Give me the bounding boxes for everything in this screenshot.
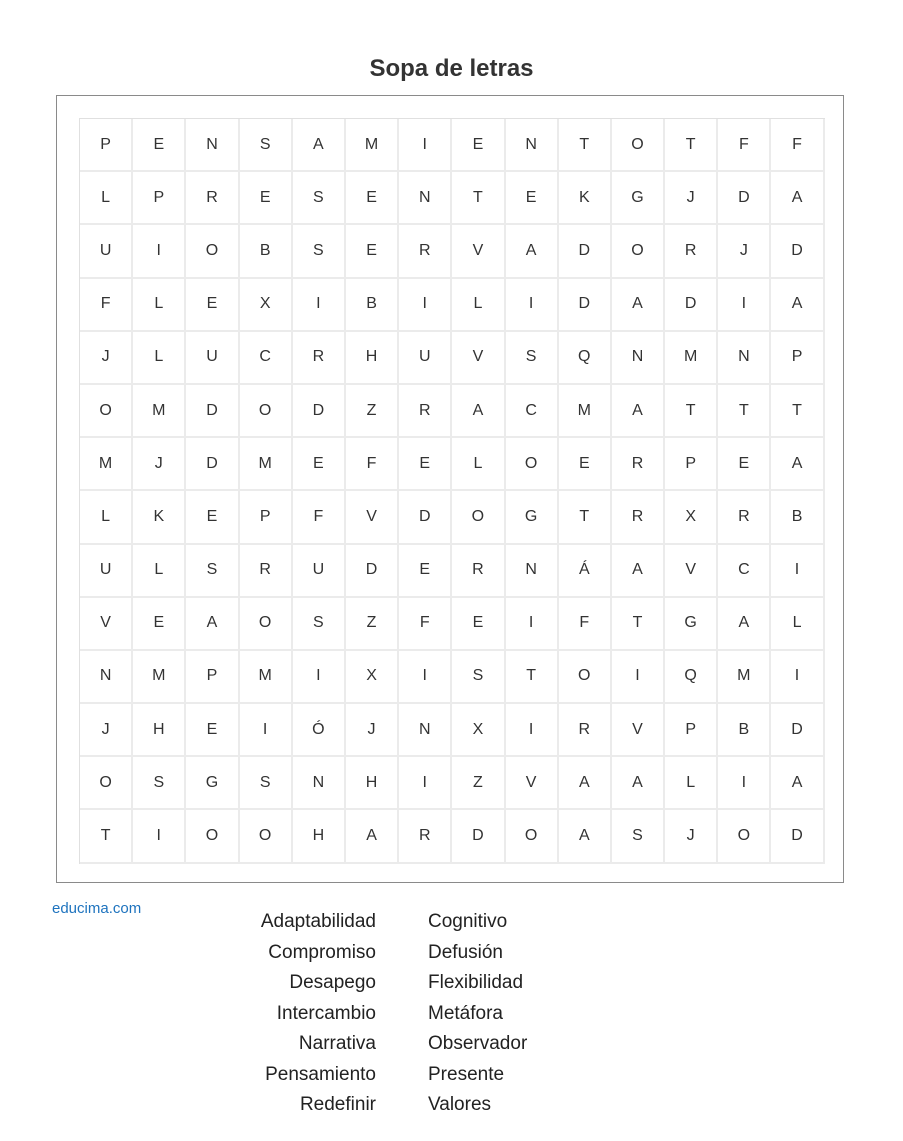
- grid-cell[interactable]: E: [186, 491, 239, 544]
- grid-cell[interactable]: O: [612, 225, 665, 278]
- grid-cell[interactable]: D: [771, 225, 824, 278]
- grid-cell[interactable]: I: [718, 279, 771, 332]
- word-item: Adaptabilidad: [260, 911, 376, 932]
- grid-cell[interactable]: A: [293, 119, 346, 172]
- grid-cell[interactable]: D: [718, 172, 771, 225]
- grid-cell[interactable]: A: [771, 757, 824, 810]
- page-title: Sopa de letras: [369, 55, 534, 82]
- grid-cell[interactable]: F: [559, 598, 612, 651]
- grid-cell[interactable]: V: [80, 598, 133, 651]
- grid-cell[interactable]: J: [718, 225, 771, 278]
- grid-cell[interactable]: C: [240, 332, 293, 385]
- grid-cell[interactable]: X: [240, 279, 293, 332]
- word-item: Presente: [428, 1063, 505, 1085]
- grid-cell[interactable]: B: [346, 279, 399, 332]
- grid-cell[interactable]: M: [240, 651, 293, 704]
- grid-cell[interactable]: L: [452, 438, 505, 491]
- grid-cell[interactable]: A: [771, 438, 824, 491]
- grid-cell[interactable]: N: [506, 545, 559, 598]
- grid-cell[interactable]: I: [506, 704, 559, 757]
- grid-cell[interactable]: P: [771, 332, 824, 385]
- grid-cell[interactable]: J: [346, 704, 399, 757]
- grid-cell[interactable]: L: [80, 172, 133, 225]
- grid-cell[interactable]: O: [186, 225, 239, 278]
- grid-cell[interactable]: B: [240, 225, 293, 278]
- grid-cell[interactable]: E: [399, 438, 452, 491]
- grid-cell[interactable]: A: [612, 279, 665, 332]
- grid-cell[interactable]: R: [240, 545, 293, 598]
- grid-cell[interactable]: S: [240, 119, 293, 172]
- grid-cell[interactable]: L: [133, 545, 186, 598]
- grid-cell[interactable]: L: [80, 491, 133, 544]
- grid-cell[interactable]: D: [771, 704, 824, 757]
- grid-cell[interactable]: R: [665, 225, 718, 278]
- grid-cell[interactable]: U: [80, 225, 133, 278]
- grid-cell[interactable]: A: [559, 810, 612, 863]
- grid-cell[interactable]: Á: [559, 545, 612, 598]
- grid-cell[interactable]: I: [133, 810, 186, 863]
- grid-cell[interactable]: S: [612, 810, 665, 863]
- grid-cell[interactable]: R: [718, 491, 771, 544]
- grid-cell[interactable]: I: [399, 757, 452, 810]
- word-item: Narrativa: [298, 1033, 376, 1054]
- grid-cell[interactable]: N: [399, 172, 452, 225]
- grid-cell[interactable]: F: [346, 438, 399, 491]
- grid-cell[interactable]: O: [80, 385, 133, 438]
- grid-cell[interactable]: L: [771, 598, 824, 651]
- grid-cell[interactable]: D: [399, 491, 452, 544]
- grid-cell[interactable]: O: [452, 491, 505, 544]
- grid-cell[interactable]: P: [240, 491, 293, 544]
- grid-cell[interactable]: G: [665, 598, 718, 651]
- grid-cell[interactable]: B: [771, 491, 824, 544]
- grid-cell[interactable]: H: [133, 704, 186, 757]
- grid-cell[interactable]: I: [612, 651, 665, 704]
- grid-cell[interactable]: M: [665, 332, 718, 385]
- grid-cell[interactable]: E: [293, 438, 346, 491]
- word-item: Compromiso: [268, 941, 376, 963]
- grid-cell[interactable]: M: [240, 438, 293, 491]
- grid-cell[interactable]: F: [293, 491, 346, 544]
- grid-cell[interactable]: A: [612, 757, 665, 810]
- grid-cell[interactable]: R: [293, 332, 346, 385]
- grid-cell[interactable]: U: [399, 332, 452, 385]
- grid-cell[interactable]: D: [293, 385, 346, 438]
- grid-cell[interactable]: U: [80, 545, 133, 598]
- grid-cell[interactable]: S: [506, 332, 559, 385]
- grid-cell[interactable]: C: [718, 545, 771, 598]
- grid-cell[interactable]: I: [718, 757, 771, 810]
- grid-cell[interactable]: R: [559, 704, 612, 757]
- grid-cell[interactable]: B: [718, 704, 771, 757]
- grid-cell[interactable]: P: [80, 119, 133, 172]
- word-item: Metáfora: [428, 1002, 503, 1024]
- grid-cell[interactable]: M: [559, 385, 612, 438]
- grid-cell[interactable]: R: [399, 385, 452, 438]
- grid-cell[interactable]: O: [559, 651, 612, 704]
- grid-cell[interactable]: F: [718, 119, 771, 172]
- grid-cell[interactable]: A: [771, 172, 824, 225]
- grid-cell[interactable]: A: [718, 598, 771, 651]
- grid-cell[interactable]: R: [186, 172, 239, 225]
- grid-cell[interactable]: P: [133, 172, 186, 225]
- grid-cell[interactable]: O: [186, 810, 239, 863]
- grid-cell[interactable]: I: [506, 598, 559, 651]
- grid-cell[interactable]: O: [240, 385, 293, 438]
- grid-cell[interactable]: G: [186, 757, 239, 810]
- grid-cell[interactable]: V: [506, 757, 559, 810]
- grid-cell[interactable]: D: [559, 279, 612, 332]
- grid-cell[interactable]: T: [718, 385, 771, 438]
- grid-cell[interactable]: J: [133, 438, 186, 491]
- grid-cell[interactable]: R: [612, 491, 665, 544]
- grid-cell[interactable]: Z: [452, 757, 505, 810]
- grid-cell[interactable]: D: [665, 279, 718, 332]
- grid-cell[interactable]: E: [399, 545, 452, 598]
- grid-cell[interactable]: S: [293, 172, 346, 225]
- grid-cell[interactable]: T: [612, 598, 665, 651]
- word-item: Observador: [428, 1033, 528, 1054]
- grid-cell[interactable]: E: [346, 225, 399, 278]
- grid-cell[interactable]: M: [133, 385, 186, 438]
- brand-link[interactable]: educima.com: [52, 900, 142, 917]
- grid-cell[interactable]: H: [293, 810, 346, 863]
- grid-cell[interactable]: N: [506, 119, 559, 172]
- grid-cell[interactable]: I: [399, 119, 452, 172]
- grid-cell[interactable]: U: [186, 332, 239, 385]
- word-item: Pensamiento: [265, 1063, 376, 1085]
- word-item: Intercambio: [276, 1002, 376, 1024]
- grid-cell[interactable]: L: [133, 279, 186, 332]
- grid-cell[interactable]: V: [452, 332, 505, 385]
- grid-cell[interactable]: N: [718, 332, 771, 385]
- word-item: Cognitivo: [428, 911, 508, 932]
- grid-cell[interactable]: E: [452, 119, 505, 172]
- grid-cell[interactable]: O: [506, 810, 559, 863]
- grid-cell[interactable]: V: [346, 491, 399, 544]
- grid-cell[interactable]: T: [452, 172, 505, 225]
- grid-cell[interactable]: D: [771, 810, 824, 863]
- grid-cell[interactable]: V: [612, 704, 665, 757]
- grid-cell[interactable]: E: [506, 172, 559, 225]
- grid-cell[interactable]: J: [665, 172, 718, 225]
- grid-cell[interactable]: A: [346, 810, 399, 863]
- grid-cell[interactable]: O: [612, 119, 665, 172]
- grid-cell[interactable]: Q: [665, 651, 718, 704]
- grid-cell[interactable]: T: [80, 810, 133, 863]
- grid-cell[interactable]: L: [665, 757, 718, 810]
- grid-cell[interactable]: M: [133, 651, 186, 704]
- grid-cell[interactable]: L: [452, 279, 505, 332]
- grid-cell[interactable]: D: [186, 385, 239, 438]
- letter-grid: [79, 118, 825, 864]
- grid-cell[interactable]: O: [718, 810, 771, 863]
- grid-cell[interactable]: E: [718, 438, 771, 491]
- grid-cell[interactable]: N: [80, 651, 133, 704]
- word-list-left: [200, 907, 376, 1121]
- grid-cell[interactable]: T: [559, 119, 612, 172]
- grid-cell[interactable]: Z: [346, 385, 399, 438]
- grid-cell[interactable]: E: [240, 172, 293, 225]
- grid-cell[interactable]: H: [346, 757, 399, 810]
- grid-cell[interactable]: P: [665, 704, 718, 757]
- grid-cell[interactable]: J: [80, 704, 133, 757]
- grid-cell[interactable]: F: [399, 598, 452, 651]
- grid-cell[interactable]: P: [186, 651, 239, 704]
- grid-cell[interactable]: E: [452, 598, 505, 651]
- grid-cell[interactable]: O: [240, 810, 293, 863]
- grid-cell[interactable]: X: [452, 704, 505, 757]
- word-item: Valores: [428, 1094, 492, 1115]
- grid-cell[interactable]: E: [186, 279, 239, 332]
- grid-cell[interactable]: D: [452, 810, 505, 863]
- grid-cell[interactable]: S: [240, 757, 293, 810]
- grid-cell[interactable]: O: [240, 598, 293, 651]
- grid-cell[interactable]: S: [133, 757, 186, 810]
- grid-cell[interactable]: M: [80, 438, 133, 491]
- grid-cell[interactable]: A: [506, 225, 559, 278]
- grid-cell[interactable]: A: [186, 598, 239, 651]
- grid-cell[interactable]: I: [771, 651, 824, 704]
- word-item: Defusión: [428, 941, 503, 963]
- grid-cell[interactable]: M: [718, 651, 771, 704]
- grid-cell[interactable]: K: [559, 172, 612, 225]
- grid-cell[interactable]: K: [133, 491, 186, 544]
- grid-cell[interactable]: Q: [559, 332, 612, 385]
- grid-cell[interactable]: A: [559, 757, 612, 810]
- grid-cell[interactable]: I: [399, 651, 452, 704]
- word-item: Redefinir: [299, 1094, 376, 1115]
- puzzle-frame: [56, 95, 844, 883]
- grid-cell[interactable]: V: [452, 225, 505, 278]
- grid-cell[interactable]: E: [133, 119, 186, 172]
- grid-cell[interactable]: I: [293, 279, 346, 332]
- grid-cell[interactable]: O: [80, 757, 133, 810]
- grid-cell[interactable]: X: [346, 651, 399, 704]
- grid-cell[interactable]: E: [186, 704, 239, 757]
- word-list-right: [428, 907, 628, 1121]
- grid-cell[interactable]: I: [133, 225, 186, 278]
- grid-cell[interactable]: D: [559, 225, 612, 278]
- grid-cell[interactable]: Z: [346, 598, 399, 651]
- grid-cell[interactable]: R: [612, 438, 665, 491]
- grid-cell[interactable]: A: [612, 385, 665, 438]
- grid-cell[interactable]: I: [399, 279, 452, 332]
- grid-cell[interactable]: I: [240, 704, 293, 757]
- grid-cell[interactable]: C: [506, 385, 559, 438]
- grid-cell[interactable]: J: [80, 332, 133, 385]
- grid-cell[interactable]: F: [80, 279, 133, 332]
- grid-cell[interactable]: O: [506, 438, 559, 491]
- grid-cell[interactable]: T: [506, 651, 559, 704]
- grid-cell[interactable]: I: [293, 651, 346, 704]
- grid-cell[interactable]: T: [665, 119, 718, 172]
- grid-cell[interactable]: T: [559, 491, 612, 544]
- grid-cell[interactable]: N: [399, 704, 452, 757]
- grid-cell[interactable]: I: [506, 279, 559, 332]
- grid-cell[interactable]: U: [293, 545, 346, 598]
- grid-cell[interactable]: T: [665, 385, 718, 438]
- grid-cell[interactable]: S: [452, 651, 505, 704]
- grid-cell[interactable]: S: [293, 225, 346, 278]
- grid-cell[interactable]: I: [771, 545, 824, 598]
- grid-cell[interactable]: E: [346, 172, 399, 225]
- grid-cell[interactable]: F: [771, 119, 824, 172]
- grid-cell[interactable]: H: [346, 332, 399, 385]
- grid-cell[interactable]: A: [452, 385, 505, 438]
- grid-cell[interactable]: A: [612, 545, 665, 598]
- grid-cell[interactable]: S: [186, 545, 239, 598]
- grid-cell[interactable]: N: [293, 757, 346, 810]
- grid-cell[interactable]: N: [186, 119, 239, 172]
- grid-cell[interactable]: G: [612, 172, 665, 225]
- grid-cell[interactable]: D: [186, 438, 239, 491]
- grid-cell[interactable]: R: [452, 545, 505, 598]
- grid-cell[interactable]: T: [771, 385, 824, 438]
- grid-cell[interactable]: J: [665, 810, 718, 863]
- grid-cell[interactable]: M: [346, 119, 399, 172]
- grid-cell[interactable]: L: [133, 332, 186, 385]
- grid-cell[interactable]: P: [665, 438, 718, 491]
- grid-cell[interactable]: E: [133, 598, 186, 651]
- grid-cell[interactable]: E: [559, 438, 612, 491]
- grid-cell[interactable]: R: [399, 225, 452, 278]
- grid-cell[interactable]: R: [399, 810, 452, 863]
- grid-cell[interactable]: G: [506, 491, 559, 544]
- grid-cell[interactable]: A: [771, 279, 824, 332]
- word-item: Desapego: [289, 972, 376, 993]
- grid-cell[interactable]: D: [346, 545, 399, 598]
- grid-cell[interactable]: X: [665, 491, 718, 544]
- word-item: Flexibilidad: [428, 972, 524, 993]
- grid-cell[interactable]: S: [293, 598, 346, 651]
- grid-cell[interactable]: V: [665, 545, 718, 598]
- grid-cell[interactable]: N: [612, 332, 665, 385]
- grid-cell[interactable]: Ó: [293, 704, 346, 757]
